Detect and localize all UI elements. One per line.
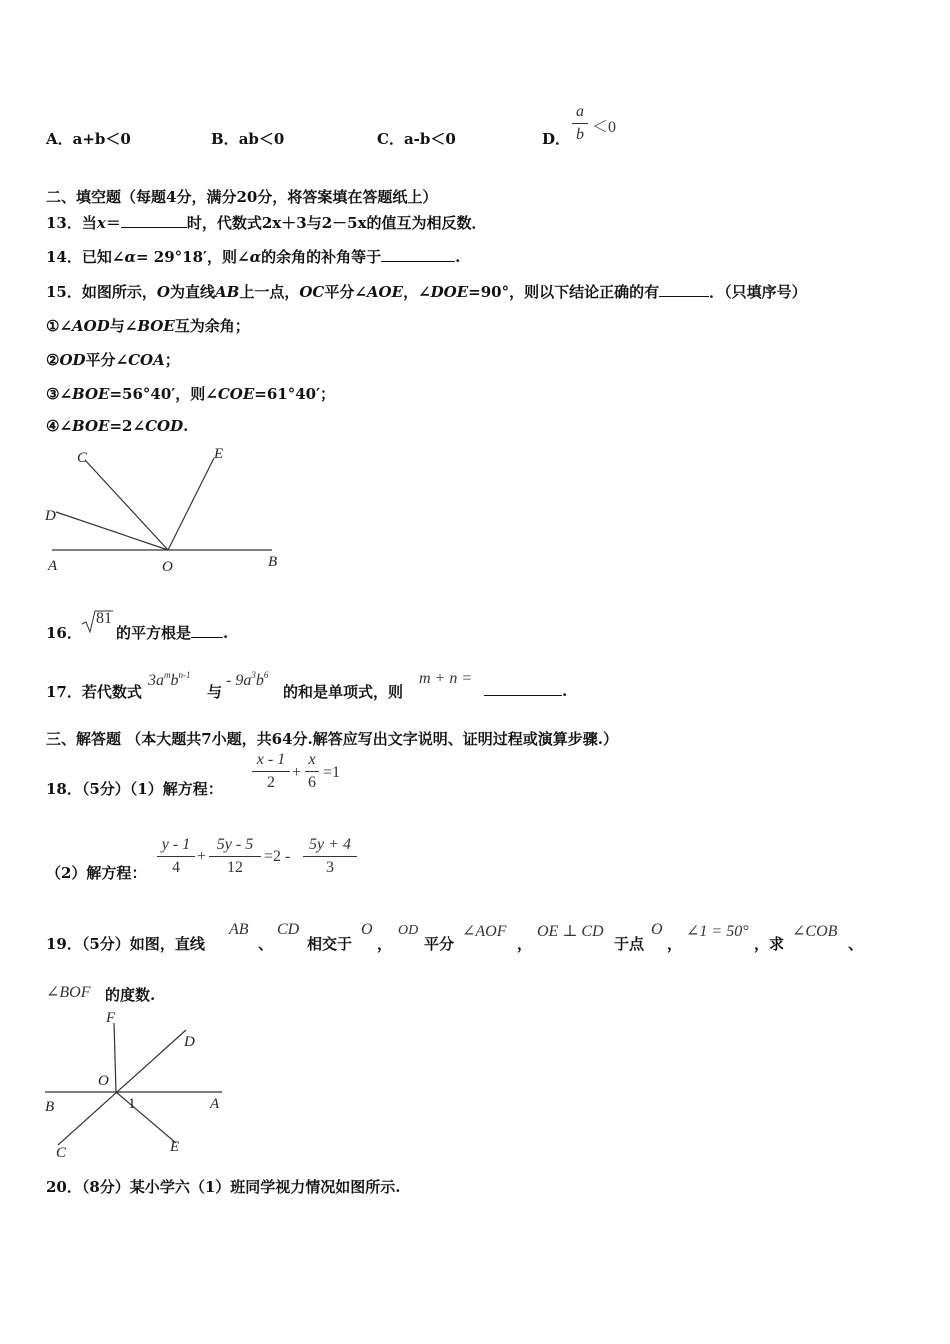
q18-eq1-rhs: =1 — [323, 764, 341, 781]
q19-t4: ，求 — [754, 935, 785, 953]
label-o: O — [162, 559, 173, 575]
option-b: B．ab＜0 — [211, 130, 285, 148]
q19-t5: 的度数. — [105, 986, 156, 1004]
option-d-fraction: a b — [572, 103, 588, 144]
q19-t3: 于点 — [614, 935, 645, 953]
line-cd — [58, 1030, 186, 1145]
question-19-number: 19．（5分）如图，直线 — [46, 935, 205, 953]
question-15-figure — [40, 440, 300, 580]
q19-comma2: ， — [517, 935, 533, 953]
answer-blank[interactable] — [484, 681, 562, 696]
question-16-number: 16． — [46, 624, 82, 642]
q19-cd: CD — [277, 921, 300, 938]
question-19-figure — [40, 1005, 240, 1165]
section-heading-solve: 三、解答题 （本大题共7小题，共64分.解答应写出文字说明、证明过程或演算步骤.） — [46, 730, 618, 748]
answer-blank[interactable] — [659, 282, 709, 297]
label-d: D — [184, 1034, 195, 1050]
question-18-part1: 18．（5分）（1）解方程： — [46, 780, 223, 798]
q18-eq2-mid: =2 - — [264, 848, 291, 865]
q19-perp: OE ⊥ CD — [537, 923, 604, 940]
ray-oe — [168, 458, 214, 550]
question-17-answer: . — [484, 681, 567, 700]
q19-sep: 、 — [258, 935, 274, 953]
q18-eq1-plus: + — [292, 764, 302, 781]
q18-eq1-frac2: x 6 — [305, 751, 319, 792]
q19-o2: O — [651, 921, 663, 938]
answer-blank[interactable] — [381, 247, 455, 262]
question-16-text: 的平方根是 . — [116, 624, 229, 642]
option-d-label: D． — [542, 130, 571, 148]
monomial-2: - $9a^3b^6$ — [226, 670, 269, 689]
label-o: O — [98, 1073, 109, 1089]
label-1: 1 — [128, 1096, 136, 1112]
monomial-1: $3a^mb^{n-1}$ — [148, 670, 191, 689]
label-a: A — [48, 558, 58, 574]
option-c: C．a-b＜0 — [377, 130, 456, 148]
question-13: 13．当x＝ 时，代数式2x＋3与2－5x的值互为相反数． — [46, 214, 487, 232]
q19-od: OD — [398, 923, 419, 938]
question-15-conclusion-4: ④∠BOE=2∠COD. — [46, 417, 189, 435]
label-c: C — [77, 450, 88, 466]
q19-aof: ∠AOF — [462, 923, 507, 940]
label-a: A — [210, 1096, 220, 1112]
q19-comma1: ， — [377, 935, 393, 953]
q19-bof: ∠BOF — [46, 984, 91, 1001]
question-20: 20．（8分）某小学六（1）班同学视力情况如图所示. — [46, 1178, 401, 1196]
label-b: B — [45, 1099, 55, 1115]
ray-oe — [116, 1092, 176, 1143]
label-c: C — [56, 1145, 67, 1161]
q19-o: O — [361, 921, 373, 938]
label-f: F — [106, 1010, 116, 1026]
question-18-part2: （2）解方程： — [46, 864, 147, 882]
question-17-prefix: 17．若代数式 — [46, 683, 142, 701]
q18-eq2-plus: + — [197, 848, 207, 865]
question-17-expr: m + n = — [419, 670, 473, 687]
question-17-with: 与 — [207, 683, 223, 701]
answer-blank[interactable] — [121, 213, 187, 228]
q19-t1: 相交于 — [307, 935, 353, 953]
question-15-stem: 15．如图所示，O为直线AB上一点，OC平分∠AOE，∠DOE=90°，则以下结论正确的有 ．（只填序号） — [46, 283, 807, 301]
label-d: D — [45, 508, 56, 524]
q19-cob: ∠COB — [792, 923, 838, 940]
option-d-relation: ＜0 — [592, 119, 617, 136]
q19-sep2: 、 — [848, 935, 864, 953]
question-15-conclusion-2: ②OD平分∠COA； — [46, 351, 180, 369]
label-b: B — [268, 554, 278, 570]
q19-comma3: ， — [667, 935, 683, 953]
q19-angle1: ∠1 = 50° — [686, 923, 749, 940]
q18-eq2-frac2: 5y - 5 12 — [209, 836, 261, 877]
question-17-mid: 的和是单项式，则 — [283, 683, 404, 701]
sqrt-radicand: 81 — [96, 610, 112, 627]
answer-blank[interactable] — [191, 623, 223, 638]
ray-of — [114, 1023, 116, 1092]
label-e: E — [170, 1139, 180, 1155]
option-a: A．a+b＜0 — [46, 130, 131, 148]
section-heading-fill-blank: 二、填空题（每题4分，满分20分，将答案填在答题纸上） — [46, 188, 438, 206]
question-15-conclusion-1: ①∠AOD与∠BOE互为余角； — [46, 317, 250, 335]
question-14: 14．已知∠α= 29°18′，则∠α的余角的补角等于 . — [46, 248, 461, 266]
q19-t2: 平分 — [424, 935, 455, 953]
question-15-conclusion-3: ③∠BOE=56°40′，则∠COE=61°40′； — [46, 385, 336, 403]
q18-eq1-frac1: x - 1 2 — [252, 751, 290, 792]
q18-eq2-frac1: y - 1 4 — [157, 836, 195, 877]
q19-ab: AB — [229, 921, 249, 938]
label-e: E — [214, 446, 224, 462]
q18-eq2-frac3: 5y + 4 3 — [303, 836, 357, 877]
